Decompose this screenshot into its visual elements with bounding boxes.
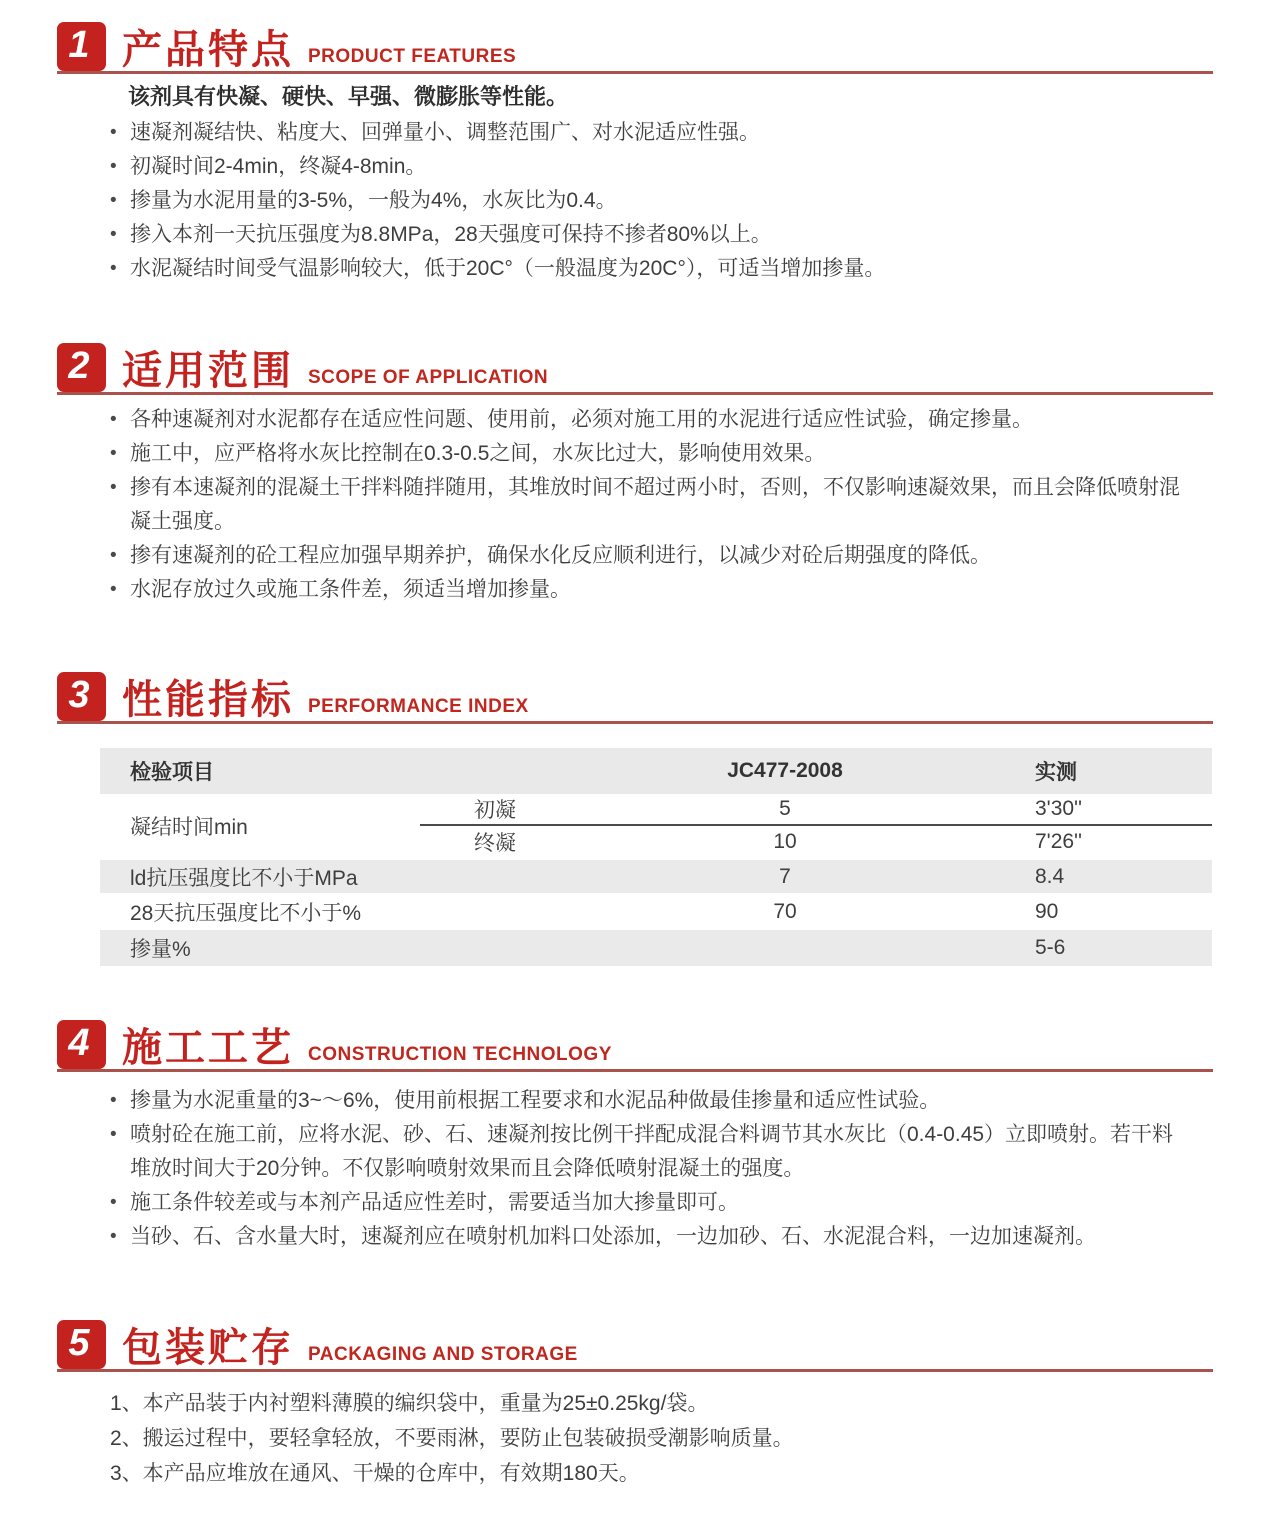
section-3-subtitle: PERFORMANCE INDEX xyxy=(308,696,529,717)
cell-measured: 3'30'' xyxy=(1035,797,1083,820)
table-row xyxy=(100,860,1212,893)
section-2-header xyxy=(57,343,1213,395)
section-5-number-badge: 5 xyxy=(57,1320,106,1369)
table-row xyxy=(100,895,1212,928)
cell-name: ld抗压强度比不小于MPa xyxy=(130,866,358,890)
cell-subname: 初凝 xyxy=(474,799,516,822)
cell-standard: 10 xyxy=(773,830,797,853)
section-construction-technology xyxy=(0,1020,1280,1254)
list-item: • 掺入本剂一天抗压强度为8.8MPa，28天强度可保持不掺者80%以上。 xyxy=(108,218,1248,252)
cell-subname: 终凝 xyxy=(474,832,516,855)
features-list xyxy=(108,116,1248,286)
cell-measured: 5-6 xyxy=(1035,936,1066,959)
cell-standard xyxy=(570,930,1000,966)
list-item-continuation: 凝土强度。 xyxy=(130,510,235,533)
section-5-header xyxy=(57,1320,1213,1372)
list-item: • 施工条件较差或与本剂产品适应性差时，需要适当加大掺量即可。 xyxy=(108,1186,1248,1220)
cell-standard: 7 xyxy=(779,864,791,888)
table-header-row xyxy=(100,748,1212,794)
section-product-features xyxy=(0,22,1280,286)
list-item: • 掺有速凝剂的砼工程应加强早期养护，确保水化反应顺利进行，以减少对砼后期强度的降低。 xyxy=(108,539,1248,573)
section-1-number-badge: 1 xyxy=(57,22,106,71)
setting-time-row-group xyxy=(100,794,1212,858)
numbered-item: 2、搬运过程中，要轻拿轻放，不要雨淋，要防止包装破损受潮影响质量。 xyxy=(110,1427,794,1450)
section-2-title: 适用范围 xyxy=(122,349,294,393)
list-item: • 掺有本速凝剂的混凝土干拌料随拌随用，其堆放时间不超过两小时，否则，不仅影响速凝效果，而且会降低喷射混 xyxy=(108,471,1248,505)
section-5-title: 包装贮存 xyxy=(122,1326,294,1370)
list-item: • 初凝时间2-4min，终凝4-8min。 xyxy=(108,150,1248,184)
column-header-empty xyxy=(420,748,570,794)
list-item: • 喷射砼在施工前，应将水泥、砂、石、速凝剂按比例干拌配成混合料调节其水灰比（0.4-0.45）立即喷射。若干料 xyxy=(108,1118,1248,1152)
section-1-subtitle: PRODUCT FEATURES xyxy=(308,46,517,67)
section-2-subtitle: SCOPE OF APPLICATION xyxy=(308,367,549,388)
list-item: • 掺量为水泥用量的3-5%，一般为4%，水灰比为0.4。 xyxy=(108,184,1248,218)
list-item: • 各种速凝剂对水泥都存在适应性问题、使用前，必须对施工用的水泥进行适应性试验，确定掺量。 xyxy=(108,403,1248,437)
section-2-number-badge: 2 xyxy=(57,343,106,392)
list-item: • 掺量为水泥重量的3~～6%，使用前根据工程要求和水泥品种做最佳掺量和适应性试验。 xyxy=(108,1084,1248,1118)
section-5-subtitle: PACKAGING AND STORAGE xyxy=(308,1344,578,1365)
list-item-continuation: 堆放时间大于20分钟。不仅影响喷射效果而且会降低喷射混凝土的强度。 xyxy=(130,1157,805,1180)
list-item: • 水泥凝结时间受气温影响较大，低于20C°（一般温度为20C°），可适当增加掺量。 xyxy=(108,252,1248,286)
features-intro: 该剂具有快凝、硬快、早强、微膨胀等性能。 xyxy=(128,84,569,109)
section-4-title: 施工工艺 xyxy=(122,1026,294,1070)
cell-name: 28天抗压强度比不小于% xyxy=(130,901,362,925)
section-performance-index xyxy=(0,672,1280,966)
section-4-header xyxy=(57,1020,1213,1072)
column-header-measured: 实测 xyxy=(1035,761,1077,784)
column-header-item: 检验项目 xyxy=(130,761,214,784)
scope-list xyxy=(108,403,1248,607)
table-row xyxy=(100,930,1212,966)
cell-measured: 8.4 xyxy=(1035,864,1065,888)
cell-measured: 90 xyxy=(1035,899,1059,923)
list-item: • 施工中，应严格将水灰比控制在0.3-0.5之间，水灰比过大，影响使用效果。 xyxy=(108,437,1248,471)
section-1-header xyxy=(57,22,1213,74)
section-1-title: 产品特点 xyxy=(122,28,294,72)
section-scope-of-application xyxy=(0,343,1280,607)
section-4-number-badge: 4 xyxy=(57,1020,106,1069)
list-item: • 速凝剂凝结快、粘度大、回弹量小、调整范围广、对水泥适应性强。 xyxy=(108,116,1248,150)
packaging-list xyxy=(110,1386,1250,1491)
construction-list xyxy=(108,1084,1248,1254)
section-4-subtitle: CONSTRUCTION TECHNOLOGY xyxy=(308,1044,612,1065)
cell-standard: 5 xyxy=(779,797,791,820)
column-header-standard: JC477-2008 xyxy=(727,759,843,782)
numbered-item: 1、本产品装于内衬塑料薄膜的编织袋中，重量为25±0.25kg/袋。 xyxy=(110,1392,709,1415)
setting-time-subrows xyxy=(420,794,1212,858)
section-3-header xyxy=(57,672,1213,724)
cell-measured: 7'26'' xyxy=(1035,830,1083,853)
cell-standard: 70 xyxy=(773,899,797,923)
section-3-title: 性能指标 xyxy=(122,678,294,722)
numbered-item: 3、本产品应堆放在通风、干燥的仓库中，有效期180天。 xyxy=(110,1462,640,1485)
section-packaging-storage xyxy=(0,1320,1280,1491)
row-label-setting-time: 凝结时间min xyxy=(130,816,248,839)
section-3-number-badge: 3 xyxy=(57,672,106,721)
table-row xyxy=(420,794,1212,826)
table-row xyxy=(420,826,1212,858)
list-item: • 当砂、石、含水量大时，速凝剂应在喷射机加料口处添加，一边加砂、石、水泥混合料，一边加速凝剂。 xyxy=(108,1220,1248,1254)
performance-table xyxy=(100,748,1212,966)
list-item: • 水泥存放过久或施工条件差，须适当增加掺量。 xyxy=(108,573,1248,607)
cell-name: 掺量% xyxy=(130,938,191,961)
